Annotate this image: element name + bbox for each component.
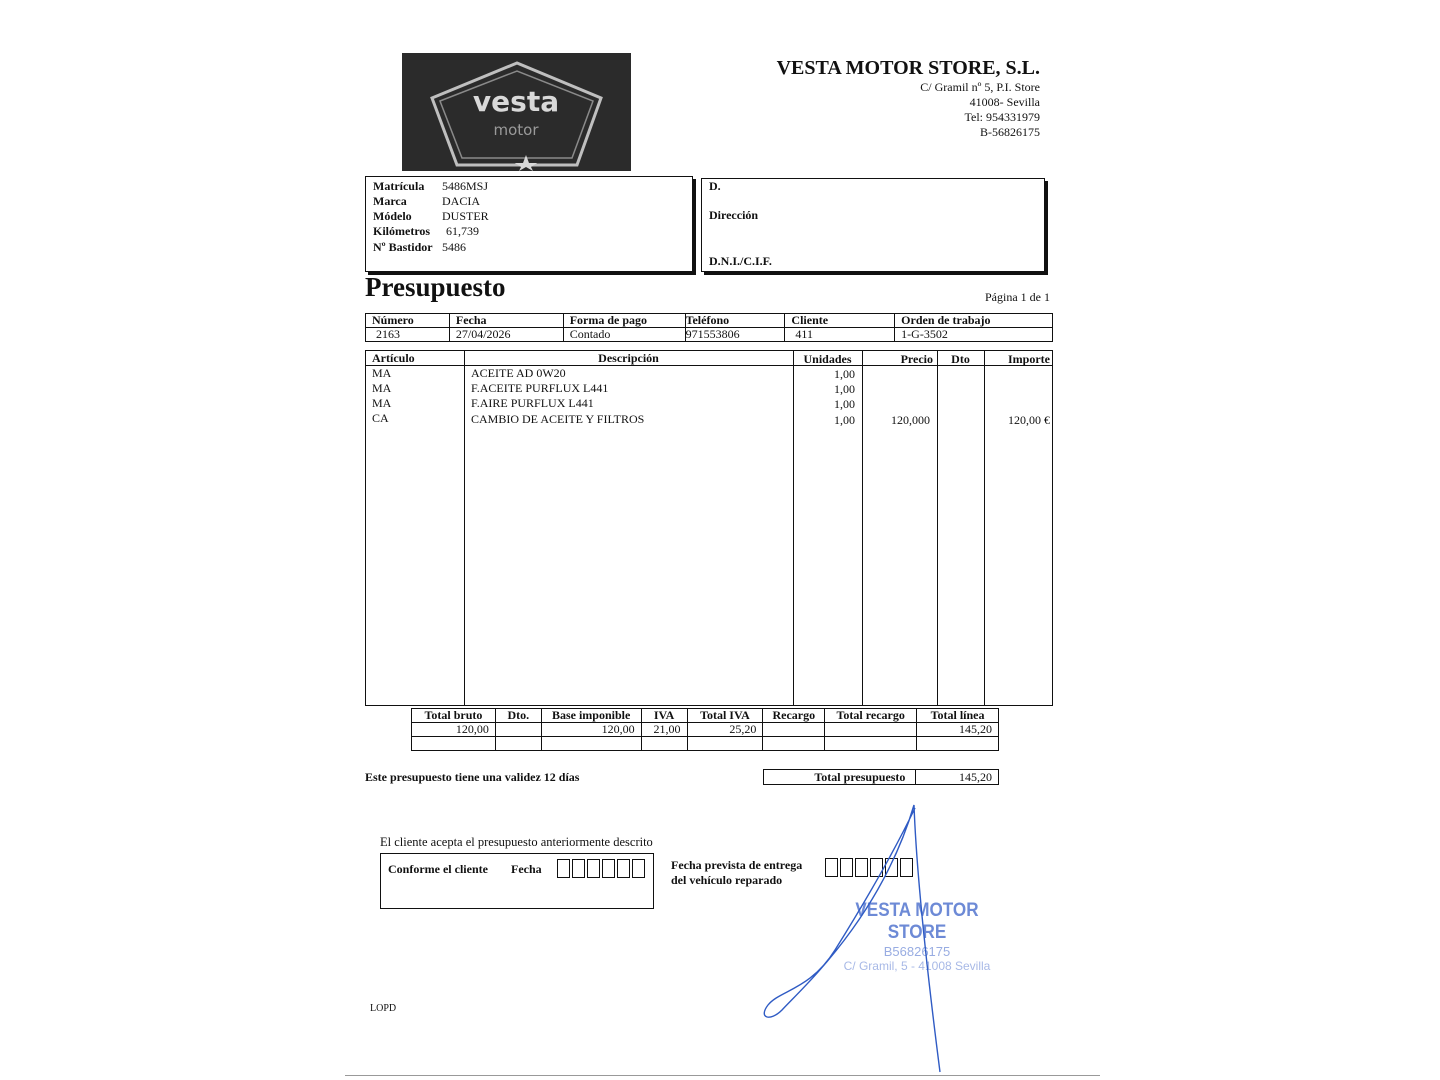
totals-values <box>412 723 999 737</box>
validity-note: Este presupuesto tiene una validez 12 días <box>365 770 580 784</box>
page-bottom-divider <box>345 1075 1100 1076</box>
descripcion-cell: F.AIRE PURFLUX L441 <box>471 396 594 410</box>
matricula-value: 5486MSJ <box>442 179 489 193</box>
acceptance-caption: El cliente acepta el presupuesto anteriormente descrito <box>380 835 653 849</box>
descripcion-cell: F.ACEITE PURFLUX L441 <box>471 381 609 395</box>
unidades-cell: 1,00 <box>834 382 855 396</box>
acceptance-box <box>380 853 654 909</box>
client-name-label: D. <box>709 179 721 193</box>
conforme-label: Conforme el cliente <box>388 862 488 876</box>
marca-value: DACIA <box>442 194 480 208</box>
articulo-cell: MA <box>372 381 392 395</box>
total-recargo-label: Total recargo <box>825 709 917 723</box>
delivery-date-line1: Fecha prevista de entrega <box>671 858 803 872</box>
dto-label: Dto. <box>495 709 541 723</box>
total-recargo-value <box>825 723 917 737</box>
stamp-address: C/ Gramil, 5 - 41008 Sevilla <box>843 959 991 973</box>
company-info <box>777 56 1040 140</box>
iva-label: IVA <box>641 709 687 723</box>
document-title: Presupuesto <box>365 272 506 302</box>
unidades-header: Unidades <box>803 352 852 366</box>
cliente-value: 411 <box>785 328 895 342</box>
modelo-value: DUSTER <box>442 209 489 223</box>
importe-cell: 120,00 € <box>1008 413 1050 427</box>
company-logo <box>402 53 631 171</box>
orden-trabajo-value: 1-G-3502 <box>895 328 1053 342</box>
orden-trabajo-label: Orden de trabajo <box>895 314 1053 328</box>
dto-header: Dto <box>951 352 970 366</box>
client-address-label: Dirección <box>709 208 759 222</box>
company-address: C/ Gramil nº 5, P.I. Store <box>920 80 1040 94</box>
telefono-value: 971553806 <box>685 328 785 342</box>
iva-value: 21,00 <box>641 723 687 737</box>
header-table-values <box>366 328 1053 342</box>
modelo-label: Módelo <box>373 209 412 223</box>
articulo-header: Artículo <box>372 351 415 365</box>
grand-total <box>763 769 999 785</box>
articulo-cell: MA <box>372 396 392 410</box>
marca-label: Marca <box>373 194 407 208</box>
company-name: VESTA MOTOR STORE, S.L. <box>776 57 1040 79</box>
articulo-cell: CA <box>372 411 389 425</box>
base-imponible-value: 120,00 <box>541 723 641 737</box>
precio-header: Precio <box>900 352 933 366</box>
total-bruto-label: Total bruto <box>412 709 496 723</box>
numero-label: Número <box>366 314 450 328</box>
total-iva-label: Total IVA <box>687 709 763 723</box>
client-box <box>701 178 1045 272</box>
totals-labels <box>412 709 999 723</box>
logo-sub: motor <box>493 121 539 139</box>
total-bruto-value: 120,00 <box>412 723 496 737</box>
km-value: 61,739 <box>446 224 479 238</box>
recargo-label: Recargo <box>763 709 825 723</box>
logo-emblem-icon <box>402 53 631 171</box>
bastidor-label: Nº Bastidor <box>373 240 433 254</box>
unidades-cell: 1,00 <box>834 367 855 381</box>
stamp-cif: B56826175 <box>883 944 951 959</box>
totals-empty-row <box>412 737 999 751</box>
total-iva-value: 25,20 <box>687 723 763 737</box>
fecha-label: Fecha <box>511 862 542 876</box>
grand-total-label: Total presupuesto <box>764 770 916 785</box>
header-table-labels <box>366 314 1053 328</box>
unidades-cell: 1,00 <box>834 397 855 411</box>
stamp-name: VESTA MOTOR STORE <box>855 900 979 943</box>
descripcion-cell: CAMBIO DE ACEITE Y FILTROS <box>471 412 645 426</box>
vehicle-box <box>365 176 693 272</box>
page-indicator: Página 1 de 1 <box>985 290 1050 304</box>
total-linea-value: 145,20 <box>917 723 999 737</box>
base-imponible-label: Base imponible <box>541 709 641 723</box>
company-city: 41008- Sevilla <box>969 95 1040 109</box>
fecha-value: 27/04/2026 <box>449 328 563 342</box>
descripcion-header: Descripción <box>598 351 659 365</box>
articulo-cell: MA <box>372 366 392 380</box>
company-phone: Tel: 954331979 <box>964 110 1040 124</box>
unidades-cell: 1,00 <box>834 413 855 427</box>
totals-table <box>411 708 999 751</box>
recargo-value <box>763 723 825 737</box>
fecha-label: Fecha <box>449 314 563 328</box>
client-dni-label: D.N.I./C.I.F. <box>709 254 772 268</box>
delivery-date-line2: del vehículo reparado <box>671 873 783 887</box>
precio-cell: 120,000 <box>891 413 930 427</box>
forma-pago-label: Forma de pago <box>563 314 685 328</box>
importe-header: Importe <box>1008 352 1050 366</box>
logo-word: vesta <box>472 85 560 118</box>
acceptance-date-boxes[interactable] <box>557 859 647 878</box>
total-linea-label: Total línea <box>917 709 999 723</box>
bastidor-value: 5486 <box>442 240 466 254</box>
forma-pago-value: Contado <box>563 328 685 342</box>
descripcion-cell: ACEITE AD 0W20 <box>471 366 566 380</box>
items-table <box>365 350 1053 706</box>
dto-value <box>495 723 541 737</box>
lopd-label: LOPD <box>370 1003 397 1014</box>
km-label: Kilómetros <box>373 224 431 238</box>
company-cif: B-56826175 <box>980 125 1040 139</box>
signature-icon <box>740 800 980 1080</box>
numero-value: 2163 <box>366 328 450 342</box>
matricula-label: Matrícula <box>373 179 425 193</box>
header-table <box>365 313 1053 342</box>
telefono-label: Teléfono <box>685 314 785 328</box>
grand-total-value: 145,20 <box>916 770 999 785</box>
cliente-label: Cliente <box>785 314 895 328</box>
